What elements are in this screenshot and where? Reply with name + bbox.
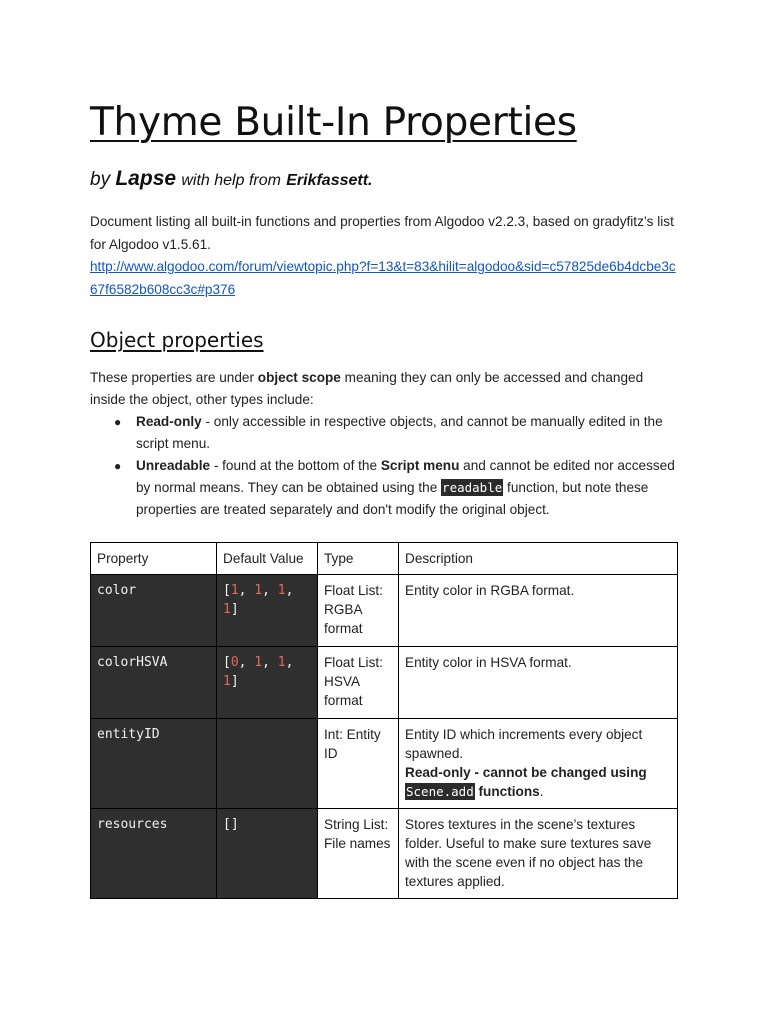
properties-table: [90, 542, 678, 899]
inline-code: readable: [442, 480, 503, 495]
header-property: Property: [91, 543, 217, 575]
default-value: [217, 719, 318, 809]
note-bold: Read-only - cannot be changed using: [405, 765, 647, 780]
byline-by: by: [90, 169, 111, 190]
bullet-icon: ●: [114, 459, 122, 473]
property-name: colorHSVA: [91, 647, 217, 719]
byline-period: .: [368, 172, 373, 189]
bullet-text: - found at the bottom of the: [210, 458, 381, 473]
bullet-list: [90, 411, 680, 521]
bullet-bold: Read-only: [136, 414, 202, 429]
type-cell: Float List: HSVA format: [318, 647, 399, 719]
section-paragraph: [90, 367, 680, 411]
table-header-row: [91, 543, 678, 575]
property-name: entityID: [91, 719, 217, 809]
page-title: Thyme Built-In Properties: [90, 100, 577, 145]
type-cell: Int: Entity ID: [318, 719, 399, 809]
bullet-text: and cannot be edited nor accessed by normal means. They can be obtained using the: [136, 458, 675, 495]
list-item: [114, 455, 680, 521]
note-bold: functions: [478, 784, 540, 799]
type-cell: String List: File names: [318, 809, 399, 899]
description-cell: Entity color in HSVA format.: [399, 647, 678, 719]
bullet-icon: ●: [114, 415, 122, 429]
property-name: color: [91, 575, 217, 647]
intro-text: Document listing all built-in functions and properties from Algodoo v2.2.3, based on gradyfitz’s list for Algodoo v1.5.61.: [90, 214, 674, 252]
header-type: Type: [318, 543, 399, 575]
table-row: [91, 809, 678, 899]
para-text: These properties are under: [90, 370, 258, 385]
para-text-end: meaning they can only be accessed and changed inside the object, other types include:: [90, 370, 644, 407]
byline-helper: Erikfassett: [286, 172, 369, 189]
header-description: Description: [399, 543, 678, 575]
byline-with-help: with help from: [181, 172, 281, 189]
description-cell: Stores textures in the scene’s textures folder. Useful to make sure textures save with the scene even if no object has the textures applied.: [399, 809, 678, 899]
byline: [90, 165, 680, 195]
description-text: Entity ID which increments every object spawned.: [405, 727, 643, 761]
default-value: [0, 1, 1, 1]: [217, 647, 318, 719]
bullet-text: - only accessible in respective objects, and cannot be manually edited in the script menu.: [136, 414, 663, 451]
bullet-bold: Unreadable: [136, 458, 211, 473]
inline-code: Scene.add: [406, 784, 474, 799]
default-value: []: [217, 809, 318, 899]
byline-author: Lapse: [115, 167, 177, 190]
type-cell: Float List: RGBA format: [318, 575, 399, 647]
default-value: [1, 1, 1, 1]: [217, 575, 318, 647]
read-only-note: [405, 763, 671, 801]
bullet-text: function, but note these properties are treated separately and don't modify the original object.: [136, 480, 649, 517]
property-name: resources: [91, 809, 217, 899]
list-item: [114, 411, 680, 455]
table-row: [91, 647, 678, 719]
document-page: [90, 95, 680, 521]
bullet-bold-script-menu: Script menu: [380, 458, 460, 473]
note-end: .: [539, 784, 544, 799]
table-row: [91, 575, 678, 647]
table-row: [91, 719, 678, 809]
description-cell: [399, 719, 678, 809]
para-bold: object scope: [257, 370, 341, 385]
intro-paragraph: [90, 211, 680, 301]
description-cell: Entity color in RGBA format.: [399, 575, 678, 647]
section-heading: Object properties: [90, 328, 264, 352]
header-default-value: Default Value: [217, 543, 318, 575]
forum-link[interactable]: http://www.algodoo.com/forum/viewtopic.php?f=13&t=83&hilit=algodoo&sid=c57825de6b4dcbe3c67f6582b608cc3c#p376: [90, 259, 676, 297]
